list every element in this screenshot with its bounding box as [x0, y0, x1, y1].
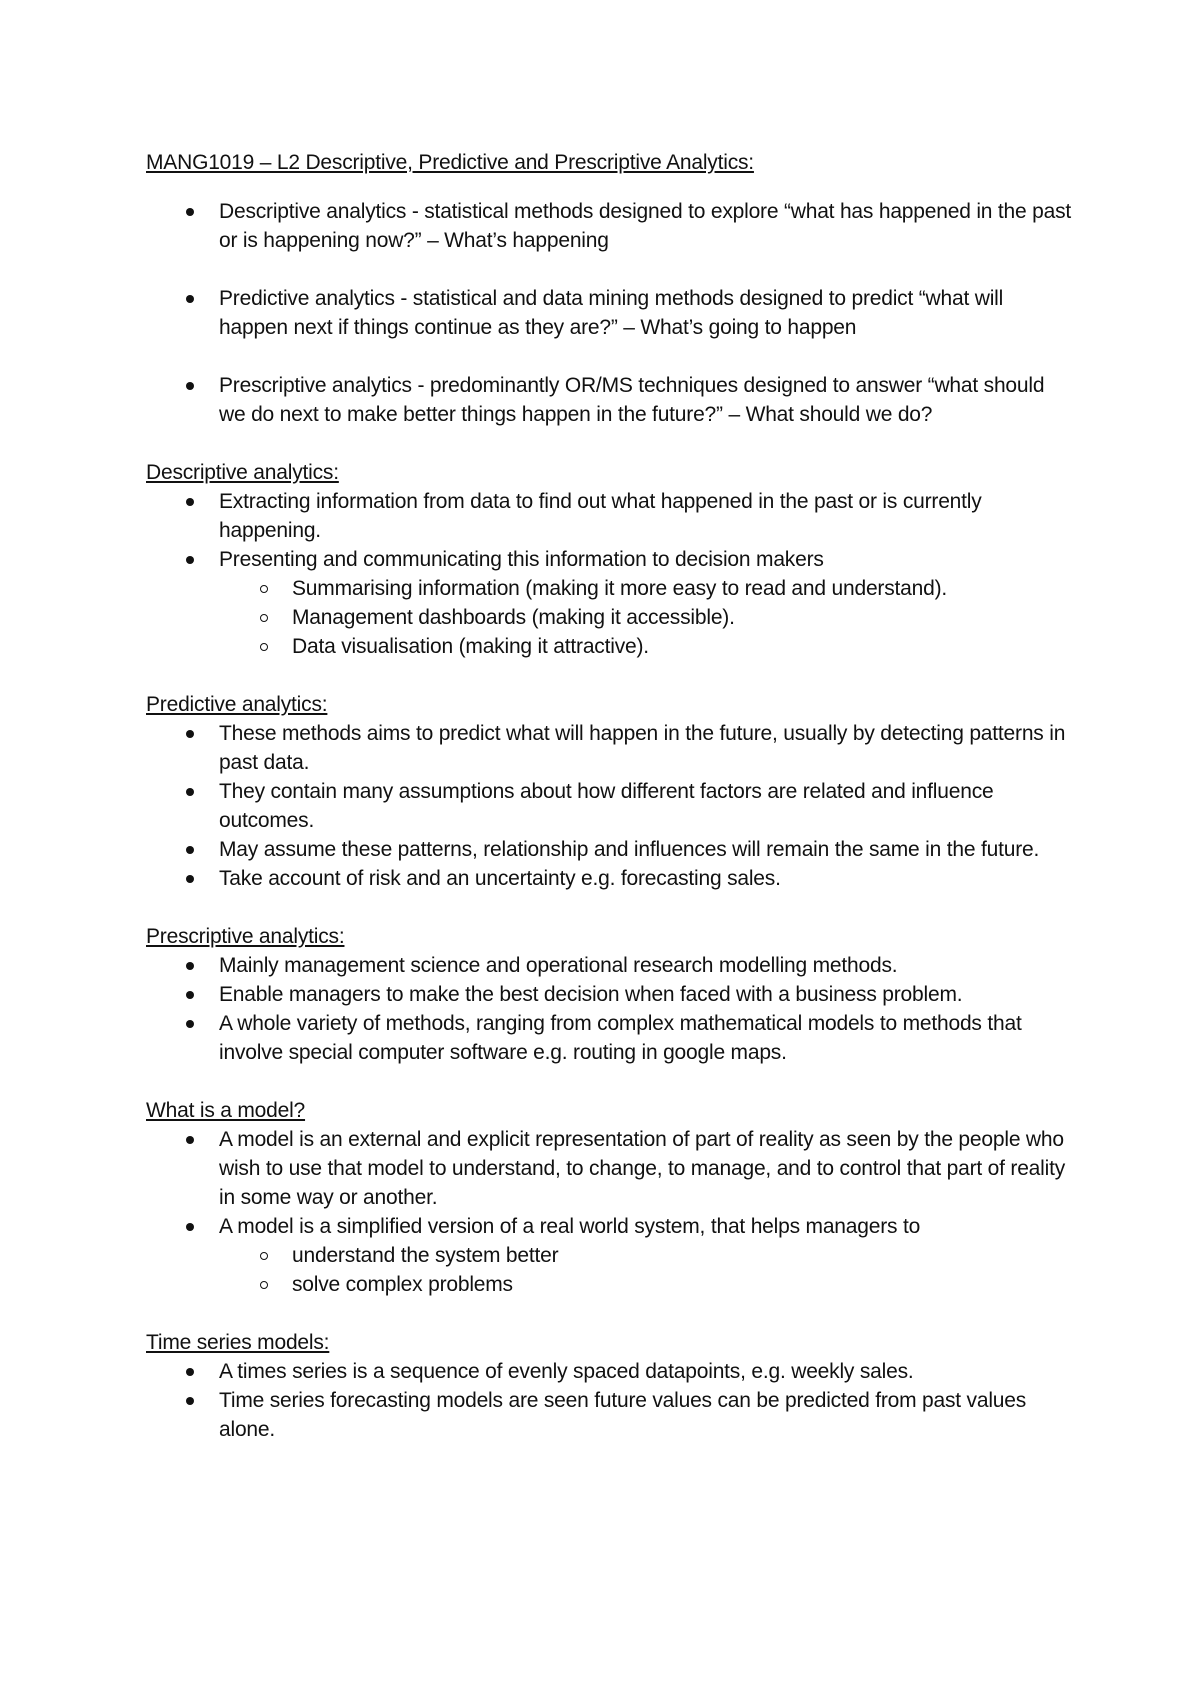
list-item-text: They contain many assumptions about how different factors are related and influence outcomes.: [219, 780, 994, 832]
list-item: [146, 1386, 1076, 1444]
list-item: [146, 284, 1076, 342]
sub-list-item: [219, 1270, 1076, 1299]
section-model: [146, 1096, 1076, 1299]
bullet-icon: [186, 208, 194, 216]
document-title: MANG1019 – L2 Descriptive, Predictive and Prescriptive Analytics:: [146, 151, 754, 174]
section-time-series: [146, 1328, 1076, 1444]
list-item: [146, 1357, 1076, 1386]
bullet-icon: [186, 1223, 194, 1231]
list-item: [146, 980, 1076, 1009]
intro-list: [146, 197, 1076, 429]
circle-bullet-icon: [260, 1252, 268, 1260]
list-item-text: A model is a simplified version of a real world system, that helps managers to: [219, 1215, 921, 1238]
sub-list-item-text: Management dashboards (making it accessible).: [292, 606, 735, 629]
bullet-icon: [186, 788, 194, 796]
descriptive-sublist: [219, 574, 1076, 661]
circle-bullet-icon: [260, 643, 268, 651]
bullet-icon: [186, 498, 194, 506]
list-item-text: Prescriptive analytics - predominantly OR/MS techniques designed to answer “what should we do next to make better things happen in the future?” – What should we do?: [219, 374, 1045, 426]
list-item: [146, 864, 1076, 893]
bullet-icon: [186, 1397, 194, 1405]
predictive-list: [146, 719, 1076, 893]
bullet-icon: [186, 382, 194, 390]
section-heading: Prescriptive analytics:: [146, 925, 345, 948]
prescriptive-list: [146, 951, 1076, 1067]
bullet-icon: [186, 846, 194, 854]
bullet-icon: [186, 875, 194, 883]
section-heading: Predictive analytics:: [146, 693, 328, 716]
list-item-text: Descriptive analytics - statistical methods designed to explore “what has happened in the past or is happening now?” – What’s happening: [219, 200, 1072, 252]
list-item: [146, 545, 1076, 661]
circle-bullet-icon: [260, 585, 268, 593]
section-descriptive: [146, 458, 1076, 661]
list-item: [146, 1212, 1076, 1299]
list-item: [146, 1009, 1076, 1067]
sub-list-item-text: understand the system better: [292, 1244, 559, 1267]
bullet-icon: [186, 962, 194, 970]
section-heading: Time series models:: [146, 1331, 330, 1354]
section-heading: Descriptive analytics:: [146, 461, 339, 484]
bullet-icon: [186, 730, 194, 738]
list-item-text: These methods aims to predict what will happen in the future, usually by detecting patterns in past data.: [219, 722, 1066, 774]
document-body: [146, 148, 1076, 1473]
list-item: [146, 197, 1076, 255]
circle-bullet-icon: [260, 1281, 268, 1289]
list-item: [146, 1125, 1076, 1212]
bullet-icon: [186, 1368, 194, 1376]
list-item-text: A times series is a sequence of evenly spaced datapoints, e.g. weekly sales.: [219, 1360, 914, 1383]
list-item: [146, 835, 1076, 864]
sub-list-item: [219, 1241, 1076, 1270]
bullet-icon: [186, 295, 194, 303]
list-item-text: Time series forecasting models are seen future values can be predicted from past values alone.: [219, 1389, 1027, 1441]
list-item: [146, 951, 1076, 980]
model-sublist: [219, 1241, 1076, 1299]
list-item-text: Presenting and communicating this information to decision makers: [219, 548, 824, 571]
bullet-icon: [186, 1020, 194, 1028]
time-series-list: [146, 1357, 1076, 1444]
bullet-icon: [186, 1136, 194, 1144]
list-item: [146, 487, 1076, 545]
descriptive-list: [146, 487, 1076, 661]
section-prescriptive: [146, 922, 1076, 1067]
section-heading: What is a model?: [146, 1099, 306, 1122]
model-list: [146, 1125, 1076, 1299]
list-item-text: A model is an external and explicit representation of part of reality as seen by the people who wish to use that model to understand, to change, to manage, and to control that part of reality in some way or another.: [219, 1128, 1066, 1209]
list-item-text: Extracting information from data to find out what happened in the past or is currently happening.: [219, 490, 982, 542]
sub-list-item: [219, 574, 1076, 603]
list-item: [146, 719, 1076, 777]
list-item-text: Predictive analytics - statistical and data mining methods designed to predict “what will happen next if things continue as they are?” – What’s going to happen: [219, 287, 1004, 339]
bullet-icon: [186, 556, 194, 564]
circle-bullet-icon: [260, 614, 268, 622]
list-item-text: A whole variety of methods, ranging from complex mathematical models to methods that involve special computer software e.g. routing in google maps.: [219, 1012, 1022, 1064]
list-item-text: Enable managers to make the best decision when faced with a business problem.: [219, 983, 963, 1006]
sub-list-item: [219, 632, 1076, 661]
list-item-text: Take account of risk and an uncertainty e.g. forecasting sales.: [219, 867, 781, 890]
section-predictive: [146, 690, 1076, 893]
sub-list-item-text: solve complex problems: [292, 1273, 513, 1296]
list-item: [146, 777, 1076, 835]
sub-list-item: [219, 603, 1076, 632]
list-item: [146, 371, 1076, 429]
sub-list-item-text: Summarising information (making it more easy to read and understand).: [292, 577, 948, 600]
list-item-text: May assume these patterns, relationship and influences will remain the same in the future.: [219, 838, 1040, 861]
sub-list-item-text: Data visualisation (making it attractive).: [292, 635, 649, 658]
bullet-icon: [186, 991, 194, 999]
list-item-text: Mainly management science and operational research modelling methods.: [219, 954, 898, 977]
